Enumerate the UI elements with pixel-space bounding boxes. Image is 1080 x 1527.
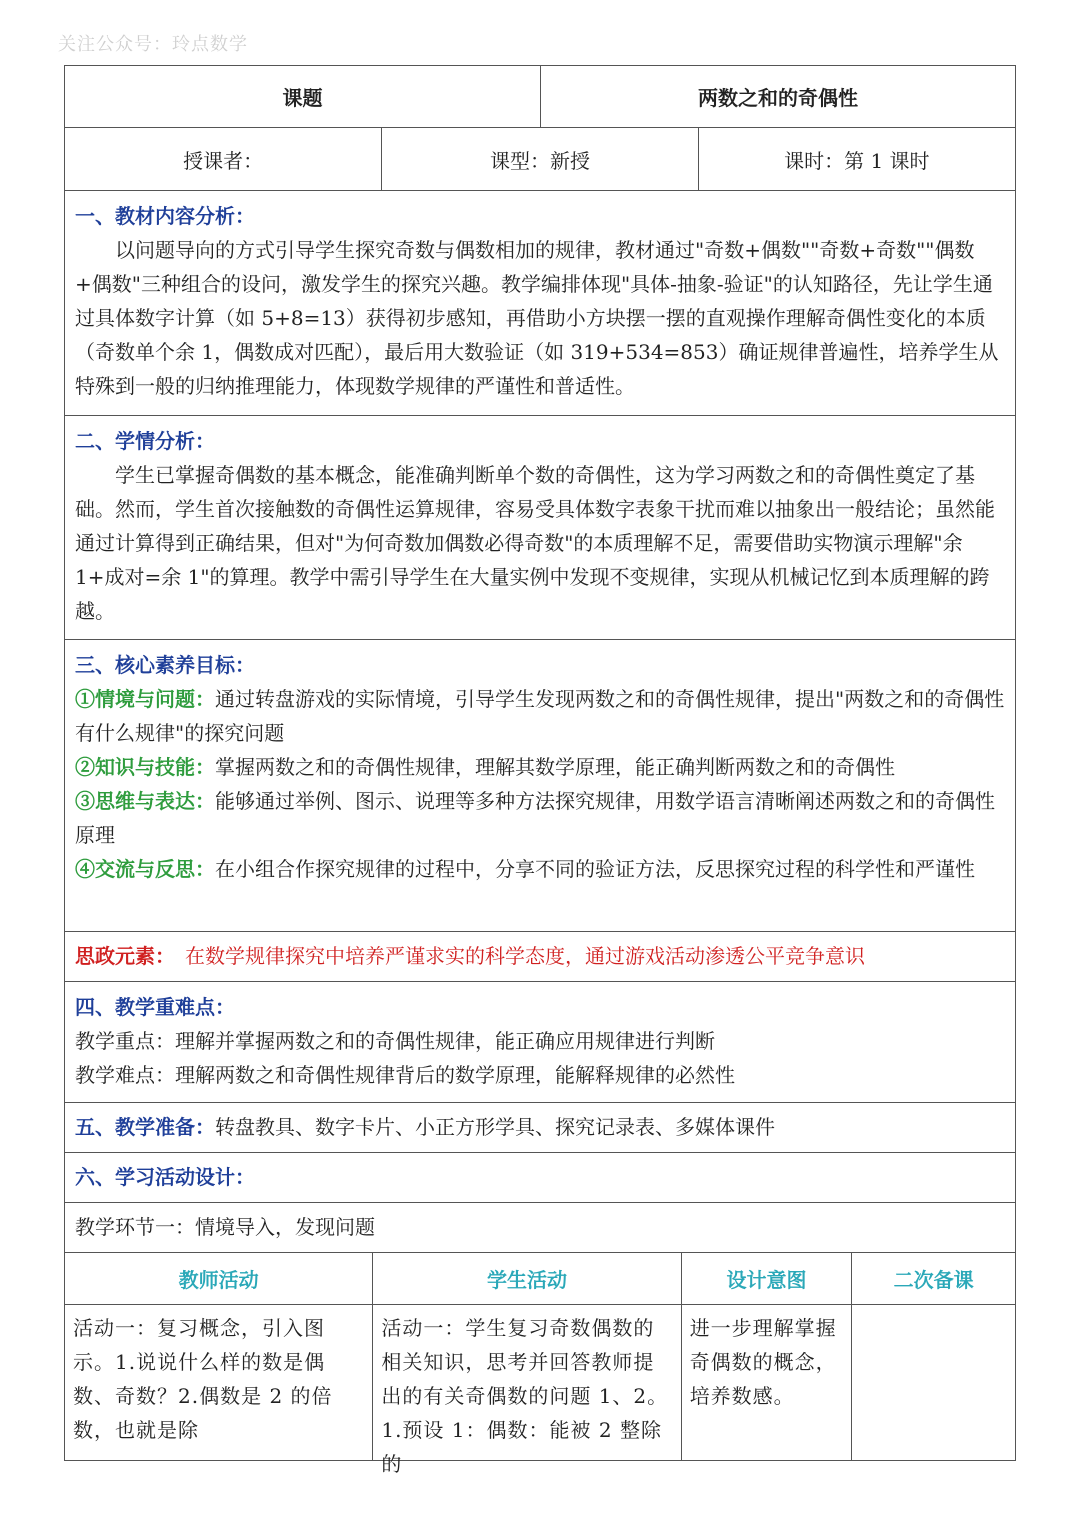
watermark: 关注公众号：玲点数学 (58, 34, 248, 55)
teaching-step (64, 1203, 1016, 1253)
section-core-goals (64, 640, 1016, 932)
section-ideology (64, 932, 1016, 982)
period-cell: 课时：第 1 课时 (698, 128, 1015, 190)
section-title: 五、教学准备： (75, 1115, 215, 1139)
goal-text: 掌握两数之和的奇偶性规律，理解其数学原理，能正确判断两数之和的奇偶性 (215, 755, 895, 779)
activity-header-row (64, 1253, 1016, 1305)
goal-text: 能够通过举例、图示、说理等多种方法探究规律，用数学语言清晰阐述两数之和的奇偶性原理 (75, 789, 995, 847)
student-activity: 活动一：学生复习奇数偶数的相关知识，思考并回答教师提出的有关奇偶数的问题 1、2。1.预设 1：偶数：能被 2 整除的 (372, 1305, 680, 1460)
header-teacher: 教师活动 (178, 1268, 259, 1292)
lesson-plan-table (64, 65, 1016, 1476)
goal-label: ④交流与反思： (75, 857, 215, 881)
topic-label: 课题 (282, 86, 323, 110)
section-preparation (64, 1103, 1016, 1153)
goal-item (75, 750, 1005, 784)
teacher-cell: 授课者： (183, 148, 264, 173)
step-title: 教学环节一：情境导入，发现问题 (75, 1215, 375, 1239)
header-student: 学生活动 (372, 1253, 680, 1304)
section-title: 一、教材内容分析： (75, 204, 255, 228)
difficult-point: 教学难点：理解两数之和奇偶性规律背后的数学原理，能解释规律的必然性 (75, 1063, 735, 1087)
topic-row (64, 65, 1016, 128)
second-prep-notes (851, 1305, 1015, 1460)
section-body: 以问题导向的方式引导学生探究奇数与偶数相加的规律，教材通过"奇数+偶数""奇数+奇数""偶数+偶数"三种组合的设问，激发学生的探究兴趣。教学编排体现"具体-抽象-验证"的认知路径，先让学生通过具体数字计算（如 5+8=13）获得初步感知，再借助小方块摆一摆的直观操作理解奇偶性变化的本质（奇数单个余 1，偶数成对匹配），最后用大数验证（如 319+534=853）确证规律普遍性，培养学生从特殊到一般的归纳推理能力，体现数学规律的严谨性和普适性。 (75, 238, 999, 398)
design-intent: 进一步理解掌握奇偶数的概念，培养数感。 (681, 1305, 852, 1460)
section-title: 二、学情分析： (75, 429, 215, 453)
goal-item (75, 682, 1005, 750)
section-key-points (64, 982, 1016, 1103)
section-body: 学生已掌握奇偶数的基本概念，能准确判断单个数的奇偶性，这为学习两数之和的奇偶性奠定了基础。然而，学生首次接触数的奇偶性运算规律，容易受具体数字表象干扰而难以抽象出一般结论；虽然能通过计算得到正确结果，但对"为何奇数加偶数必得奇数"的本质理解不足，需要借助实物演示理解"余 1+成对=余 1"的算理。教学中需引导学生在大量实例中发现不变规律，实现从机械记忆到本质理解的跨越。 (75, 463, 995, 623)
header-notes: 二次备课 (851, 1253, 1015, 1304)
section-title: 六、学习活动设计： (75, 1165, 255, 1189)
header-intent: 设计意图 (681, 1253, 852, 1304)
section-textbook-analysis (64, 191, 1016, 416)
teacher-activity: 活动一：复习概念，引入图示。1.说说什么样的数是偶数、奇数？2.偶数是 2 的倍数，也就是除 (73, 1316, 333, 1442)
meta-row (64, 128, 1016, 191)
goal-text: 在小组合作探究规律的过程中，分享不同的验证方法，反思探究过程的科学性和严谨性 (215, 857, 975, 881)
goal-label: ①情境与问题： (75, 687, 215, 711)
section-activity-design (64, 1153, 1016, 1203)
section-title: 四、教学重难点： (75, 995, 235, 1019)
ideology-text: 在数学规律探究中培养严谨求实的科学态度，通过游戏活动渗透公平竞争意识 (185, 944, 865, 968)
preparation-text: 转盘教具、数字卡片、小正方形学具、探究记录表、多媒体课件 (215, 1115, 775, 1139)
goal-label: ③思维与表达： (75, 789, 215, 813)
lesson-type-cell: 课型：新授 (381, 128, 697, 190)
activity-body-row (64, 1305, 1016, 1476)
goal-item (75, 852, 1005, 886)
key-point: 教学重点：理解并掌握两数之和的奇偶性规律，能正确应用规律进行判断 (75, 1029, 715, 1053)
ideology-label: 思政元素： (75, 944, 175, 968)
goal-label: ②知识与技能： (75, 755, 215, 779)
goal-item (75, 784, 1005, 852)
section-student-analysis (64, 416, 1016, 640)
section-title: 三、核心素养目标： (75, 653, 255, 677)
goal-text: 通过转盘游戏的实际情境，引导学生发现两数之和的奇偶性规律，提出"两数之和的奇偶性有什么规律"的探究问题 (75, 687, 1005, 745)
topic-value: 两数之和的奇偶性 (540, 66, 1015, 127)
